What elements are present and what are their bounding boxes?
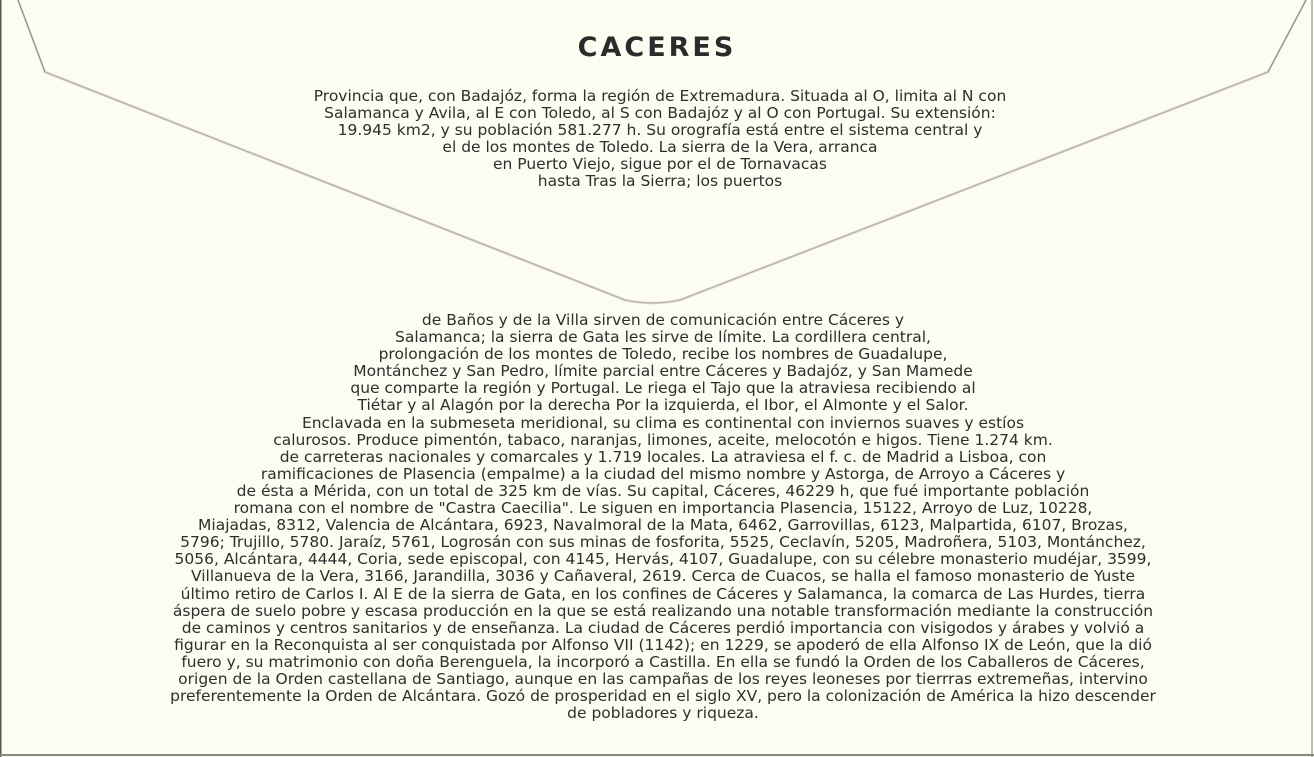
text-line: 19.945 km2, y su población 581.277 h. Su orografía está entre el sistema central y — [337, 121, 983, 139]
page-title: CACERES — [577, 32, 737, 63]
text-line: Enclavada en la submeseta meridional, su clima es continental con inviernos suaves y estíos — [301, 413, 1025, 432]
text-line: fuero y, su matrimonio con doña Berenguela, la incorporó a Castilla. En ella se fundó la Orden de los Caballeros de Cáceres, — [181, 652, 1145, 671]
text-line: Salamanca y Avila, al E con Toledo, al S con Badajóz y al O con Portugal. Su extensión: — [324, 104, 996, 122]
flap-paragraph — [200, 88, 1120, 190]
text-line: ramificaciones de Plasencia (empalme) a la ciudad del mismo nombre y Astorga, de Arroyo a Cáceres y — [260, 464, 1066, 483]
text-line: 5796; Trujillo, 5780. Jaraíz, 5761, Logrosán con sus minas de fosforita, 5525, Ceclavín, 5205, Madroñera, 5103, Montánchez, — [180, 533, 1146, 552]
text-line: áspera de suelo pobre y escasa producción en la que se está realizando una notable transformación mediante la construcción — [172, 601, 1154, 620]
text-line: en Puerto Viejo, sigue por el de Tornavacas — [492, 155, 828, 173]
text-line: 5056, Alcántara, 4444, Coria, sede episcopal, con 4145, Hervás, 4107, Guadalupe, con su célebre monasterio mudéjar, 3599, — [174, 550, 1152, 569]
text-line: Provincia que, con Badajóz, forma la región de Extremadura. Situada al O, limita al N con — [313, 87, 1007, 105]
text-line: último retiro de Carlos I. Al E de la sierra de Gata, en los confines de Cáceres y Salamanca, la comarca de Las Hurdes, tierra — [180, 584, 1146, 603]
text-line: preferentemente la Orden de Alcántara. Gozó de prosperidad en el siglo XV, pero la colonización de América la hizo descender — [170, 687, 1156, 706]
body-paragraph — [88, 312, 1238, 722]
text-line: romana con el nombre de "Castra Caecilia". Le siguen en importancia Plasencia, 15122, Arroyo de Luz, 10228, — [233, 499, 1093, 518]
text-line: Tiétar y al Alagón por la derecha Por la izquierda, el Ibor, el Almonte y el Salor. — [357, 396, 969, 415]
text-line: de pobladores y riqueza. — [567, 704, 759, 723]
text-line: que comparte la región y Portugal. Le riega el Tajo que la atraviesa recibiendo al — [350, 379, 976, 398]
text-line: de caminos y centros sanitarios y de enseñanza. La ciudad de Cáceres perdió importancia con visigodos y árabes y volvió a — [181, 618, 1145, 637]
text-line: origen de la Orden castellana de Santiago, aunque en las campañas de los reyes leoneses por tierrras extremeñas, intervino — [178, 669, 1148, 688]
text-line: figurar en la Reconquista al ser conquistada por Alfonso VII (1142); en 1229, se apoderó de ella Alfonso IX de León, que la dió — [174, 635, 1152, 654]
text-line: Salamanca; la sierra de Gata les sirve de límite. La cordillera central, — [395, 328, 931, 347]
text-line: Miajadas, 8312, Valencia de Alcántara, 6923, Navalmoral de la Mata, 6462, Garrovillas, 6123, Malpartida, 6107, Brozas, — [198, 516, 1128, 535]
text-line: de carreteras nacionales y comarcales y 1.719 locales. La atraviesa el f. c. de Madrid a Lisboa, con — [279, 447, 1047, 466]
text-line: prolongación de los montes de Toledo, recibe los nombres de Guadalupe, — [378, 345, 948, 364]
text-line: hasta Tras la Sierra; los puertos — [537, 172, 783, 190]
text-line: calurosos. Produce pimentón, tabaco, naranjas, limones, aceite, melocotón e higos. Tiene 1.274 km. — [273, 430, 1053, 449]
text-line: de Baños y de la Villa sirven de comunicación entre Cáceres y — [421, 311, 905, 329]
text-line: de ésta a Mérida, con un total de 325 km de vías. Su capital, Cáceres, 46229 h, que fué importante población — [236, 481, 1090, 500]
text-line: el de los montes de Toledo. La sierra de la Vera, arranca — [442, 138, 878, 156]
text-line: Montánchez y San Pedro, límite parcial entre Cáceres y Badajóz, y San Mamede — [353, 362, 973, 381]
text-line: Villanueva de la Vera, 3166, Jarandilla, 3036 y Cañaveral, 2619. Cerca de Cuacos, se halla el famoso monasterio de Yuste — [190, 567, 1136, 586]
